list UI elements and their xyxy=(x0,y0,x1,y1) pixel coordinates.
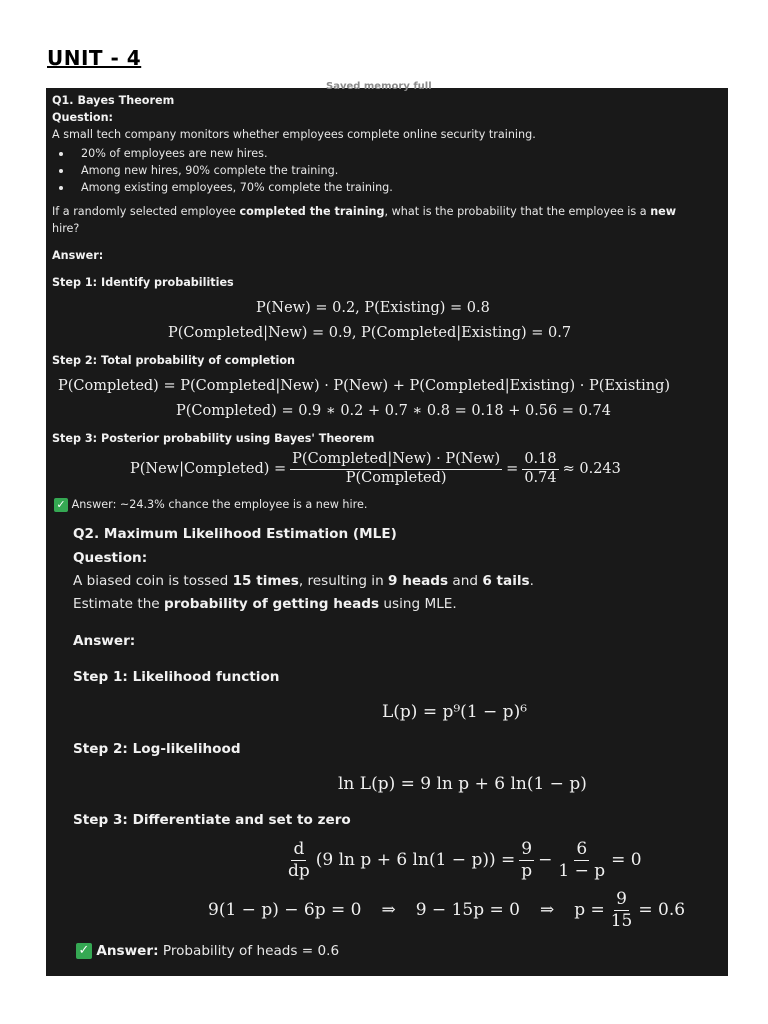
list-item: Among existing employees, 70% complete the training. xyxy=(54,179,393,196)
list-item: Among new hires, 90% complete the training. xyxy=(54,162,393,179)
list-item: 20% of employees are new hires. xyxy=(54,145,393,162)
q1-prompt: If a randomly selected employee completed the training, what is the probability that the employee is a new xyxy=(52,205,677,218)
q1-answer-label: Answer: xyxy=(52,249,104,262)
q1-step1-heading: Step 1: Identify probabilities xyxy=(52,276,234,289)
q1-eq-total-prob: P(Completed) = P(Completed|New) · P(New) + P(Completed|Existing) · P(Existing) xyxy=(58,378,671,394)
q2-eq-solve: 9(1 − p) − 6p = 0 ⇒ 9 − 15p = 0 ⇒ p = $\frac{9}{15}$ = 0.6 xyxy=(208,889,686,931)
q2-step1-heading: Step 1: Likelihood function xyxy=(73,669,280,685)
fraction: $\frac{0.18}{0.74}$ xyxy=(524,451,557,486)
fraction: $\frac{d}{dp}$ xyxy=(288,839,310,881)
q1-final-answer: ✓ Answer: ~24.3% chance the employee is a new hire. xyxy=(54,496,367,513)
fraction: $\frac{\text{P(Completed|New) · P(New)}}{\text{P(Completed)}}$ xyxy=(292,451,501,486)
q1-question-label: Question: xyxy=(52,111,114,124)
content-panel xyxy=(46,81,728,976)
fraction: $\frac{6}{1 - p}$ xyxy=(558,839,606,881)
q2-question-line1: A biased coin is tossed 15 times, resulting in 9 heads and 6 tails. xyxy=(73,573,534,589)
q2-step2-heading: Step 2: Log-likelihood xyxy=(73,741,241,757)
q1-bullet-list xyxy=(54,145,393,196)
q1-eq-priors: P(New) = 0.2, P(Existing) = 0.8 xyxy=(256,300,490,316)
q1-eq-total-calc: P(Completed) = 0.9 ∗ 0.2 + 0.7 ∗ 0.8 = 0.18 + 0.56 = 0.74 xyxy=(176,403,611,419)
q1-eq-posterior: P(New|Completed) = $\frac{\text{P(Completed|New) · P(New)}}{\text{P(Completed)}}$ = $\frac{0.18}{0.74}$ ≈ 0.243 xyxy=(130,451,621,486)
q1-intro: A small tech company monitors whether employees complete online security training. xyxy=(52,128,536,141)
q1-step3-heading: Step 3: Posterior probability using Bayes' Theorem xyxy=(52,432,375,445)
q1-title: Q1. Bayes Theorem xyxy=(52,94,175,107)
q1-step2-heading: Step 2: Total probability of completion xyxy=(52,354,296,367)
q2-eq-loglikelihood: ln L(p) = 9 ln p + 6 ln(1 − p) xyxy=(338,774,587,794)
posterior-lhs: P(New|Completed) = xyxy=(130,461,287,478)
faded-header-text: Saved memory full xyxy=(326,81,432,92)
fraction: $\frac{9}{p}$ xyxy=(521,839,533,881)
q2-eq-likelihood: L(p) = p⁹(1 − p)⁶ xyxy=(382,702,528,722)
check-icon: ✓ xyxy=(54,498,68,512)
fraction: $\frac{9}{15}$ xyxy=(610,889,633,931)
q2-answer-label: Answer: xyxy=(73,633,136,649)
q2-step3-heading: Step 3: Differentiate and set to zero xyxy=(73,812,351,828)
q2-eq-derivative: $\frac{d}{dp}$ (9 ln p + 6 ln(1 − p)) = $\frac{9}{p}$ − $\frac{6}{1 - p}$ = 0 xyxy=(288,839,642,881)
q1-eq-conditionals: P(Completed|New) = 0.9, P(Completed|Existing) = 0.7 xyxy=(168,325,572,341)
check-icon: ✓ xyxy=(76,943,92,959)
unit-title: UNIT - 4 xyxy=(47,46,142,70)
q1-prompt-end: hire? xyxy=(52,222,80,235)
q2-title: Q2. Maximum Likelihood Estimation (MLE) xyxy=(73,526,397,542)
q2-question-label: Question: xyxy=(73,550,148,566)
q2-question-line2: Estimate the probability of getting heads using MLE. xyxy=(73,596,457,612)
q2-final-answer: ✓ Answer: Probability of heads = 0.6 xyxy=(76,943,339,959)
